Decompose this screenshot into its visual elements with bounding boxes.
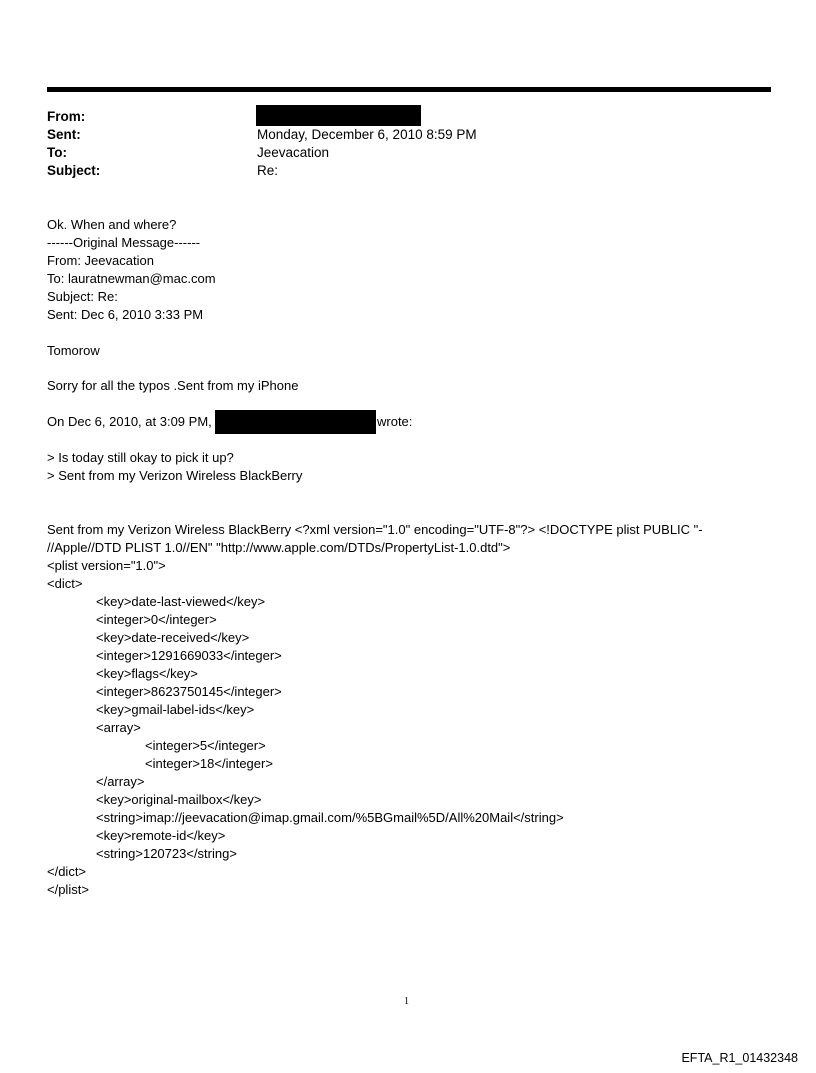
subject-label: Subject: [47,163,101,178]
original-from: From: Jeevacation [47,253,154,268]
xml-line: <key>date-last-viewed</key> [96,594,266,609]
xml-line: <integer>18</integer> [145,756,273,771]
xml-line: <integer>5</integer> [145,738,266,753]
xml-line: <array> [96,720,141,735]
wrote-redaction [215,410,376,434]
original-to: To: lauratnewman@mac.com [47,271,216,286]
xml-line: <key>date-received</key> [96,630,250,645]
page-number: 1 [404,996,409,1007]
xml-line: <key>remote-id</key> [96,828,226,843]
original-sent: Sent: Dec 6, 2010 3:33 PM [47,307,204,322]
original-subject: Subject: Re: [47,289,118,304]
quote-line-1: > Is today still okay to pick it up? [47,450,234,465]
xml-line: </dict> [47,864,87,879]
sorry-text: Sorry for all the typos .Sent from my iPhone [47,378,299,393]
on-date-prefix: On Dec 6, 2010, at 3:09 PM, [47,414,212,429]
tomorow-text: Tomorow [47,343,100,358]
xml-line: </plist> [47,882,89,897]
xml-line: <key>gmail-label-ids</key> [96,702,255,717]
xml-line: <string>120723</string> [96,846,237,861]
sent-value: Monday, December 6, 2010 8:59 PM [257,127,477,142]
xml-line: //Apple//DTD PLIST 1.0//EN" "http://www.apple.com/DTDs/PropertyList-1.0.dtd"> [47,540,511,555]
sent-label: Sent: [47,127,81,142]
reply-text: Ok. When and where? [47,217,177,232]
header-rule [47,87,771,92]
xml-line: <integer>0</integer> [96,612,217,627]
to-value: Jeevacation [257,145,330,160]
xml-line: <key>flags</key> [96,666,198,681]
from-redaction [256,105,421,126]
xml-line: <integer>1291669033</integer> [96,648,282,663]
on-date-suffix: wrote: [377,414,413,429]
xml-line: <integer>8623750145</integer> [96,684,282,699]
quote-line-2: > Sent from my Verizon Wireless BlackBerry [47,468,303,483]
original-message-marker: ------Original Message------ [47,235,201,250]
subject-value: Re: [257,163,279,178]
xml-line: <key>original-mailbox</key> [96,792,262,807]
from-label: From: [47,109,86,124]
xml-line: <string>imap://jeevacation@imap.gmail.com/%5BGmail%5D/All%20Mail</string> [96,810,564,825]
xml-line: Sent from my Verizon Wireless BlackBerry <?xml version="1.0" encoding="UTF-8"?> <!DOCTYPE plist PUBLIC "- [47,522,703,537]
xml-line: <plist version="1.0"> [47,558,166,573]
bates-number: EFTA_R1_01432348 [681,1051,798,1065]
to-label: To: [47,145,67,160]
xml-line: </array> [96,774,145,789]
xml-line: <dict> [47,576,83,591]
